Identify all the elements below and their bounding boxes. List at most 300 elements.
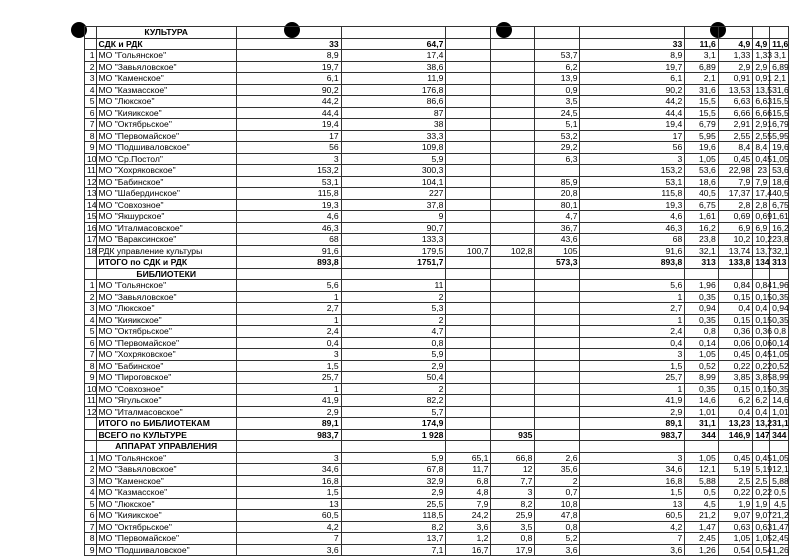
entity-name-cell: МО "Гольянское" <box>96 452 236 464</box>
value-cell <box>491 303 535 315</box>
value-cell <box>535 326 580 338</box>
value-cell <box>446 188 491 200</box>
entity-name-cell: МО "Совхозное" <box>96 199 236 211</box>
value-cell: 6,75 <box>770 199 789 211</box>
value-cell: 7,9 <box>718 176 753 188</box>
value-cell: 18,6 <box>770 176 789 188</box>
table-row <box>85 165 789 177</box>
value-cell <box>446 326 491 338</box>
value-cell <box>446 429 491 441</box>
value-cell: 0,14 <box>685 337 719 349</box>
value-cell: 5,6 <box>236 280 341 292</box>
table-row <box>85 234 789 246</box>
value-cell: 153,2 <box>580 165 685 177</box>
value-cell: 11,6 <box>685 38 719 50</box>
value-cell: 17,9 <box>491 544 535 556</box>
entity-name-cell: МО "Кияикское" <box>96 107 236 119</box>
value-cell: 7 <box>236 533 341 545</box>
value-cell: 12 <box>491 464 535 476</box>
value-cell: 15,5 <box>770 107 789 119</box>
value-cell: 34,6 <box>580 464 685 476</box>
value-cell: 1 <box>236 383 341 395</box>
value-cell <box>446 222 491 234</box>
value-cell: 68 <box>236 234 341 246</box>
value-cell <box>491 61 535 73</box>
table-row <box>85 61 789 73</box>
value-cell <box>446 61 491 73</box>
table-row <box>85 84 789 96</box>
row-number-cell: 12 <box>85 176 97 188</box>
value-cell: 32,1 <box>685 245 719 257</box>
value-cell: 0,8 <box>491 533 535 545</box>
value-cell: 32,9 <box>341 475 446 487</box>
value-cell: 33,3 <box>341 130 446 142</box>
row-number-cell: 6 <box>85 107 97 119</box>
value-cell <box>446 406 491 418</box>
table-row <box>85 510 789 522</box>
value-cell: 1,5 <box>236 360 341 372</box>
value-cell <box>446 280 491 292</box>
value-cell <box>446 291 491 303</box>
section-title: КУЛЬТУРА <box>96 27 236 39</box>
value-cell <box>491 372 535 384</box>
value-cell: 0,84 <box>753 280 770 292</box>
value-cell: 47,8 <box>535 510 580 522</box>
value-cell <box>491 280 535 292</box>
row-number-cell: 9 <box>85 142 97 154</box>
table-row <box>85 452 789 464</box>
value-cell <box>535 38 580 50</box>
value-cell: 4,8 <box>446 487 491 499</box>
value-cell: 1,01 <box>685 406 719 418</box>
value-cell: 227 <box>341 188 446 200</box>
section-header <box>85 268 789 280</box>
value-cell: 3,6 <box>580 544 685 556</box>
row-number-cell: 18 <box>85 245 97 257</box>
value-cell: 6,66 <box>718 107 753 119</box>
value-cell: 24,5 <box>535 107 580 119</box>
value-cell: 90,2 <box>236 84 341 96</box>
entity-name-cell: МО "Хохряковское" <box>96 349 236 361</box>
value-cell: 13,53 <box>718 84 753 96</box>
value-cell: 14,6 <box>770 395 789 407</box>
value-cell: 1,05 <box>685 452 719 464</box>
value-cell <box>491 418 535 430</box>
value-cell <box>491 38 535 50</box>
value-cell: 6,66 <box>753 107 770 119</box>
value-cell: 5,1 <box>535 119 580 131</box>
value-cell <box>491 165 535 177</box>
value-cell <box>491 326 535 338</box>
value-cell: 0,45 <box>753 153 770 165</box>
entity-name-cell: МО "Кияикское" <box>96 314 236 326</box>
value-cell: 25,7 <box>580 372 685 384</box>
entity-name-cell: МО "Завьяловское" <box>96 291 236 303</box>
value-cell: 983,7 <box>236 429 341 441</box>
value-cell: 1,96 <box>770 280 789 292</box>
value-cell: 0,4 <box>718 303 753 315</box>
entity-name-cell: МО "Якшурское" <box>96 211 236 223</box>
table-row <box>85 487 789 499</box>
value-cell: 36,7 <box>535 222 580 234</box>
value-cell: 13,74 <box>718 245 753 257</box>
entity-name-cell: МО "Люкское" <box>96 303 236 315</box>
value-cell: 2,7 <box>236 303 341 315</box>
table-row <box>85 383 789 395</box>
value-cell: 91,6 <box>580 245 685 257</box>
row-number-cell: 6 <box>85 510 97 522</box>
value-cell: 6,2 <box>753 395 770 407</box>
table-row <box>85 222 789 234</box>
value-cell <box>446 38 491 50</box>
value-cell: 0,84 <box>718 280 753 292</box>
value-cell: 15,5 <box>685 107 719 119</box>
value-cell: 21,2 <box>770 510 789 522</box>
value-cell: 0,63 <box>718 521 753 533</box>
value-cell: 13,5 <box>753 84 770 96</box>
table-row <box>85 303 789 315</box>
row-number-cell: 2 <box>85 61 97 73</box>
value-cell: 20,8 <box>535 188 580 200</box>
row-number-cell: 6 <box>85 337 97 349</box>
table-row <box>85 50 789 62</box>
empty-cell <box>685 441 719 453</box>
value-cell: 0,91 <box>753 73 770 85</box>
table-row <box>85 314 789 326</box>
entity-name-cell: МО "Совхозное" <box>96 383 236 395</box>
value-cell: 11,6 <box>770 38 789 50</box>
value-cell: 16,2 <box>770 222 789 234</box>
value-cell: 1,05 <box>685 349 719 361</box>
table-row <box>85 475 789 487</box>
value-cell: 89,1 <box>580 418 685 430</box>
table-row <box>85 176 789 188</box>
value-cell: 1 <box>580 291 685 303</box>
value-cell <box>446 211 491 223</box>
value-cell: 25,7 <box>236 372 341 384</box>
value-cell: 16,7 <box>446 544 491 556</box>
empty-cell <box>236 27 341 39</box>
value-cell: 100,7 <box>446 245 491 257</box>
value-cell: 6,79 <box>685 119 719 131</box>
value-cell: 21,2 <box>685 510 719 522</box>
value-cell: 2,8 <box>718 199 753 211</box>
value-cell: 313 <box>770 257 789 269</box>
value-cell: 68 <box>580 234 685 246</box>
value-cell: 153,2 <box>236 165 341 177</box>
value-cell: 12,1 <box>685 464 719 476</box>
budget-table <box>84 26 789 556</box>
row-number-cell: 10 <box>85 383 97 395</box>
value-cell: 8,9 <box>236 50 341 62</box>
value-cell: 0,69 <box>718 211 753 223</box>
value-cell: 0,54 <box>718 544 753 556</box>
value-cell: 1,05 <box>718 533 753 545</box>
value-cell: 2 <box>341 291 446 303</box>
value-cell: 1,33 <box>753 50 770 62</box>
empty-cell <box>341 441 446 453</box>
value-cell: 18,6 <box>685 176 719 188</box>
empty-cell <box>236 441 341 453</box>
entity-name-cell: МО "Ср.Постол" <box>96 153 236 165</box>
section-title: АППАРАТ УПРАВЛЕНИЯ <box>96 441 236 453</box>
table-row <box>85 142 789 154</box>
row-number-cell: 9 <box>85 544 97 556</box>
value-cell: 0,15 <box>753 314 770 326</box>
value-cell <box>491 395 535 407</box>
value-cell <box>491 130 535 142</box>
empty-cell <box>770 27 789 39</box>
table-row <box>85 73 789 85</box>
row-number-cell: 8 <box>85 130 97 142</box>
value-cell: 0,8 <box>770 326 789 338</box>
value-cell: 44,4 <box>236 107 341 119</box>
value-cell: 5,88 <box>770 475 789 487</box>
row-number-cell: 11 <box>85 165 97 177</box>
value-cell <box>491 349 535 361</box>
value-cell <box>491 314 535 326</box>
value-cell: 17,4 <box>753 188 770 200</box>
value-cell: 6,1 <box>580 73 685 85</box>
value-cell: 16,8 <box>580 475 685 487</box>
value-cell: 46,3 <box>580 222 685 234</box>
value-cell: 0,8 <box>341 337 446 349</box>
entity-name-cell: ИТОГО по СДК и РДК <box>96 257 236 269</box>
row-number-cell <box>85 429 97 441</box>
value-cell: 2,9 <box>718 61 753 73</box>
entity-name-cell: РДК управление культуры <box>96 245 236 257</box>
value-cell: 5,19 <box>753 464 770 476</box>
row-number-cell: 4 <box>85 487 97 499</box>
value-cell <box>446 130 491 142</box>
value-cell: 133,3 <box>341 234 446 246</box>
value-cell: 4,5 <box>685 498 719 510</box>
value-cell <box>491 107 535 119</box>
row-number-cell: 15 <box>85 211 97 223</box>
entity-name-cell: МО "Бабинское" <box>96 176 236 188</box>
value-cell: 0,94 <box>685 303 719 315</box>
value-cell: 19,7 <box>580 61 685 73</box>
value-cell: 0,4 <box>753 303 770 315</box>
value-cell: 5,88 <box>685 475 719 487</box>
value-cell: 19,3 <box>580 199 685 211</box>
entity-name-cell: МО "Вараксинское" <box>96 234 236 246</box>
value-cell: 35,6 <box>535 464 580 476</box>
section-title: БИБЛИОТЕКИ <box>96 268 236 280</box>
value-cell: 3,6 <box>446 521 491 533</box>
empty-cell <box>580 268 685 280</box>
table-row <box>85 130 789 142</box>
value-cell: 23,8 <box>685 234 719 246</box>
value-cell: 2,55 <box>718 130 753 142</box>
value-cell: 24,2 <box>446 510 491 522</box>
entity-name-cell: МО "Октябрьское" <box>96 119 236 131</box>
row-number-cell: 3 <box>85 73 97 85</box>
value-cell: 31,6 <box>685 84 719 96</box>
value-cell: 6,9 <box>753 222 770 234</box>
value-cell <box>446 349 491 361</box>
value-cell <box>446 395 491 407</box>
empty-cell <box>770 441 789 453</box>
value-cell: 7,9 <box>753 176 770 188</box>
value-cell: 0,91 <box>718 73 753 85</box>
value-cell: 64,7 <box>341 38 446 50</box>
table-row <box>85 188 789 200</box>
value-cell: 3,6 <box>236 544 341 556</box>
total-row <box>85 429 789 441</box>
value-cell: 3 <box>580 153 685 165</box>
value-cell: 573,3 <box>535 257 580 269</box>
row-number-cell: 4 <box>85 314 97 326</box>
value-cell: 0,15 <box>718 314 753 326</box>
empty-cell <box>535 441 580 453</box>
value-cell <box>491 96 535 108</box>
value-cell: 9,07 <box>718 510 753 522</box>
value-cell: 34,6 <box>236 464 341 476</box>
value-cell: 13,2 <box>753 418 770 430</box>
value-cell: 0,69 <box>753 211 770 223</box>
value-cell <box>446 418 491 430</box>
row-number-cell: 10 <box>85 153 97 165</box>
value-cell: 8,9 <box>580 50 685 62</box>
value-cell: 56 <box>580 142 685 154</box>
table-row <box>85 406 789 418</box>
value-cell: 0,52 <box>770 360 789 372</box>
value-cell: 0,63 <box>753 521 770 533</box>
value-cell: 0,4 <box>580 337 685 349</box>
value-cell: 3,1 <box>770 50 789 62</box>
empty-cell <box>770 268 789 280</box>
value-cell: 16,8 <box>236 475 341 487</box>
value-cell: 0,35 <box>685 314 719 326</box>
entity-name-cell: МО "Пироговское" <box>96 372 236 384</box>
table-row <box>85 211 789 223</box>
value-cell: 29,2 <box>535 142 580 154</box>
empty-cell <box>718 268 753 280</box>
value-cell: 38,6 <box>341 61 446 73</box>
value-cell: 4,7 <box>341 326 446 338</box>
value-cell: 6,63 <box>753 96 770 108</box>
value-cell: 4,6 <box>236 211 341 223</box>
empty-cell <box>753 27 770 39</box>
value-cell <box>491 199 535 211</box>
value-cell: 1 <box>580 314 685 326</box>
row-number-cell: 5 <box>85 96 97 108</box>
value-cell: 10,2 <box>753 234 770 246</box>
value-cell: 17,37 <box>718 188 753 200</box>
table-row <box>85 533 789 545</box>
value-cell: 104,1 <box>341 176 446 188</box>
value-cell <box>535 337 580 349</box>
value-cell: 105 <box>535 245 580 257</box>
value-cell: 1,26 <box>770 544 789 556</box>
row-number-cell: 2 <box>85 464 97 476</box>
value-cell: 6,75 <box>685 199 719 211</box>
value-cell: 17 <box>580 130 685 142</box>
empty-cell <box>491 441 535 453</box>
value-cell: 90,2 <box>580 84 685 96</box>
value-cell: 1,5 <box>236 487 341 499</box>
value-cell: 5,7 <box>341 406 446 418</box>
value-cell: 6,89 <box>685 61 719 73</box>
empty-cell <box>685 268 719 280</box>
value-cell <box>491 119 535 131</box>
value-cell: 4,9 <box>753 38 770 50</box>
table-row <box>85 464 789 476</box>
entity-name-cell: СДК и РДК <box>96 38 236 50</box>
entity-name-cell: МО "Гольянское" <box>96 50 236 62</box>
row-number-cell: 4 <box>85 84 97 96</box>
value-cell: 40,5 <box>770 188 789 200</box>
table-row <box>85 326 789 338</box>
total-row <box>85 257 789 269</box>
value-cell: 1,5 <box>580 360 685 372</box>
empty-cell <box>341 268 446 280</box>
value-cell: 1,9 <box>718 498 753 510</box>
value-cell: 6,89 <box>770 61 789 73</box>
row-number-cell <box>85 441 97 453</box>
empty-cell <box>491 27 535 39</box>
empty-cell <box>446 441 491 453</box>
value-cell: 23 <box>753 165 770 177</box>
value-cell: 1 <box>580 383 685 395</box>
value-cell: 0,4 <box>753 406 770 418</box>
value-cell: 1 928 <box>341 429 446 441</box>
value-cell: 5,9 <box>341 452 446 464</box>
value-cell: 53,2 <box>535 130 580 142</box>
row-number-cell: 1 <box>85 452 97 464</box>
value-cell: 935 <box>491 429 535 441</box>
value-cell <box>446 50 491 62</box>
row-number-cell <box>85 27 97 39</box>
row-number-cell: 2 <box>85 291 97 303</box>
value-cell: 0,06 <box>718 337 753 349</box>
row-number-cell: 16 <box>85 222 97 234</box>
entity-name-cell: МО "Люкское" <box>96 96 236 108</box>
value-cell: 0,15 <box>718 383 753 395</box>
value-cell: 0,35 <box>770 314 789 326</box>
value-cell: 1,05 <box>770 452 789 464</box>
row-number-cell: 1 <box>85 50 97 62</box>
value-cell: 6,2 <box>718 395 753 407</box>
value-cell: 3,85 <box>753 372 770 384</box>
value-cell: 4,9 <box>718 38 753 50</box>
value-cell: 44,2 <box>236 96 341 108</box>
value-cell: 19,3 <box>236 199 341 211</box>
value-cell: 80,1 <box>535 199 580 211</box>
value-cell <box>446 142 491 154</box>
table-row <box>85 199 789 211</box>
value-cell: 40,5 <box>685 188 719 200</box>
value-cell: 893,8 <box>580 257 685 269</box>
table-row <box>85 498 789 510</box>
value-cell: 86,6 <box>341 96 446 108</box>
value-cell <box>446 314 491 326</box>
value-cell: 53,6 <box>685 165 719 177</box>
value-cell: 3,5 <box>491 521 535 533</box>
entity-name-cell: ВСЕГО по КУЛЬТУРЕ <box>96 429 236 441</box>
value-cell: 17 <box>236 130 341 142</box>
value-cell: 2,6 <box>535 452 580 464</box>
value-cell: 3 <box>580 349 685 361</box>
value-cell <box>535 291 580 303</box>
row-number-cell: 14 <box>85 199 97 211</box>
value-cell: 0,15 <box>753 383 770 395</box>
empty-cell <box>535 27 580 39</box>
empty-cell <box>341 27 446 39</box>
value-cell <box>491 406 535 418</box>
value-cell: 91,6 <box>236 245 341 257</box>
